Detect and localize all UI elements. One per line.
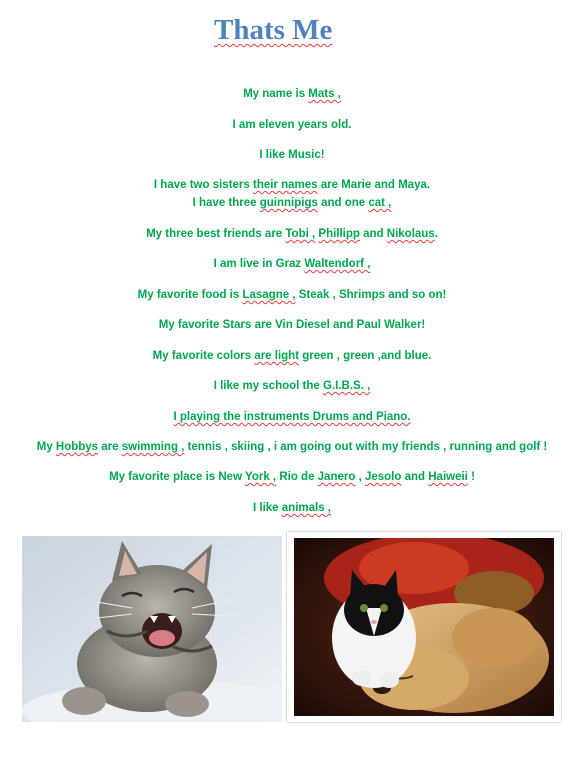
spellcheck-word: Lasagne , — [242, 289, 296, 301]
text-fragment: I am live in Graz — [213, 258, 305, 270]
spellcheck-word: Waltendorf , — [304, 258, 371, 270]
text-fragment: Rio de — [276, 471, 318, 483]
text-fragment: My three best friends are — [146, 228, 286, 240]
text-fragment: My — [36, 441, 56, 453]
text-line — [0, 258, 584, 270]
spellcheck-word: guinnipigs — [259, 197, 318, 209]
text-fragment: ! — [467, 471, 475, 483]
spellcheck-word: Tobi , — [285, 228, 316, 240]
text-line — [0, 119, 584, 131]
kitten-and-puppy-photo — [287, 532, 561, 722]
text-fragment: , — [355, 471, 365, 483]
text-fragment: My favorite Stars are Vin Diesel and Paul Walker! — [158, 319, 426, 331]
text-fragment: tennis , skiing , i am going out with my friends , running and golf ! — [184, 441, 548, 453]
text-line — [0, 350, 584, 362]
text-fragment: I like my school the — [213, 380, 323, 392]
text-line — [0, 197, 584, 209]
text-line — [0, 88, 584, 100]
text-fragment: green , green ,and blue. — [299, 350, 432, 362]
text-line — [0, 380, 584, 392]
page-title: Thats Me — [214, 14, 333, 46]
text-fragment: and — [401, 471, 429, 483]
spellcheck-word: swimming , — [121, 441, 185, 453]
text-line — [0, 319, 584, 331]
spellcheck-word: Mats , — [308, 88, 341, 100]
yawning-kitten-photo — [22, 536, 282, 722]
spellcheck-word: animals , — [281, 502, 331, 514]
spellcheck-word: Haiweii — [428, 471, 468, 483]
text-fragment: I have three — [192, 197, 260, 209]
text-fragment: I am eleven years old. — [232, 119, 352, 131]
text-line — [0, 179, 584, 191]
spellcheck-word: Hobbys — [55, 441, 99, 453]
text-line — [0, 411, 584, 423]
text-line — [0, 471, 584, 483]
spellcheck-word: Jesolo — [364, 471, 402, 483]
text-fragment: I like — [253, 502, 282, 514]
text-line — [0, 289, 584, 301]
text-line — [0, 228, 584, 240]
spellcheck-word: York , — [245, 471, 277, 483]
spellcheck-word: Janero — [317, 471, 356, 483]
text-fragment: I like Music! — [259, 149, 325, 161]
text-fragment: Steak , Shrimps and so on! — [295, 289, 447, 301]
text-fragment: are Marie and Maya. — [317, 179, 431, 191]
spellcheck-word: their names — [253, 179, 318, 191]
text-fragment: My favorite food is — [137, 289, 243, 301]
text-line — [0, 149, 584, 161]
text-fragment: My name is — [243, 88, 309, 100]
text-fragment: My favorite colors — [152, 350, 255, 362]
text-fragment: are — [98, 441, 122, 453]
spellcheck-word: Nikolaus — [386, 228, 435, 240]
text-fragment: and one — [317, 197, 369, 209]
text-fragment: My favorite place is New — [109, 471, 246, 483]
text-fragment: . — [434, 228, 438, 240]
text-fragment: I have two sisters — [153, 179, 253, 191]
text-line — [0, 441, 584, 453]
spellcheck-word: G.I.B.S. , — [323, 380, 371, 392]
spellcheck-word: I playing the instruments Drums and Piano. — [173, 411, 411, 423]
spellcheck-word: Phillipp — [318, 228, 360, 240]
spellcheck-word: cat , — [368, 197, 392, 209]
text-line — [0, 502, 584, 514]
text-fragment: and — [359, 228, 387, 240]
spellcheck-word: are light — [254, 350, 300, 362]
